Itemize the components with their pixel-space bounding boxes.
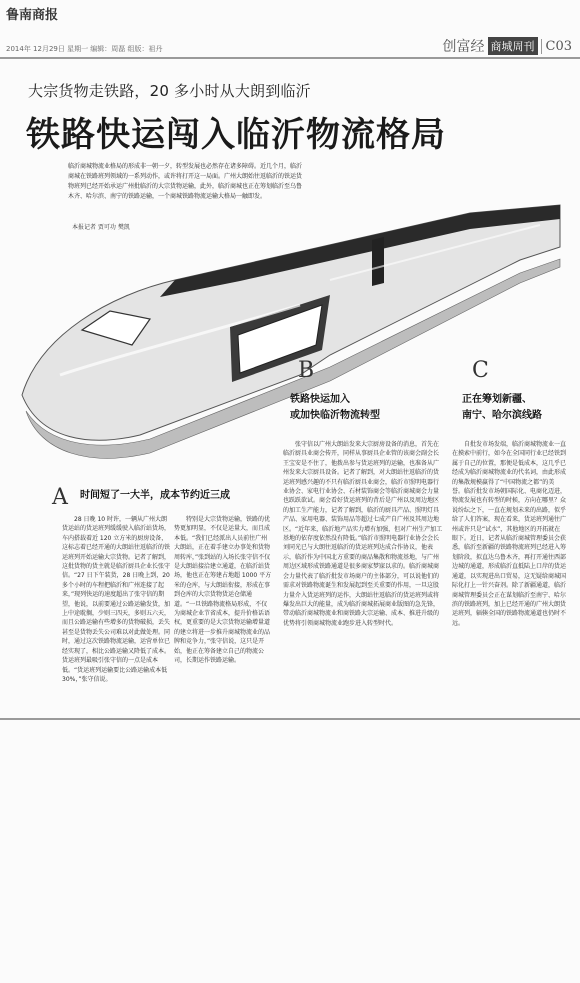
- section-c-title-line1: 正在筹划新疆、: [462, 394, 532, 405]
- section-b-title-line1: 铁路快运加入: [290, 394, 350, 405]
- dateline: 2014年 12月29日 星期一 编辑：周磊 组版：祖丹: [6, 45, 163, 53]
- section-a-title: 时间短了一大半，成本节约近三成: [80, 490, 230, 501]
- brand-section-box: 商城周刊: [488, 37, 538, 55]
- article-lead: 临沂商城物流业格局的形成非一朝一夕，转型发展也必然存在诸多障碍。近几个月，临沂商城在铁路班列领域的一系列动作，或许将打开这一局面。广州大朗始往返临沂的铁运货物班列已经开始承运广州批临沂的大宗货物运输，此外，临沂商城也正在筹划临沂至乌鲁木齐、哈尔滨、南宁的铁路运输，一个商城铁路物流运输大格局一触即发。: [68, 163, 303, 200]
- masthead: 鲁南商报: [6, 8, 59, 23]
- article-headline: 铁路快运闯入临沂物流格局: [26, 115, 446, 155]
- section-c-column: 自批发市场发端，临沂商城物流业一直在摸索中前行，如今在全国同行业已经铁到属于自己的位置，那便是低成本，这几乎已经成为临沂商城物流业的代名词，由此形成的集散规模赢得了“中国物流之都”的美誉。临沂批发市场朝国际化、电商化迈进，物流发展也有转型的时候，方向在哪里？众说纷纭之下，一直在规划未来的出路，似乎给了人们答案，现在看来，货运班列通往广州或许只是“试水”，其他地区的开拓就在眼下。近日，记者从临沂商城管理委员会获悉，临沂至新疆的铁路物流班列已经进入筹划阶段，拟直达乌鲁木齐，再打开通往西部边城的通道，形成临沂直抵陆上口岸的货运通道，以实现进出口贸易，这无疑给商城国际化打上一针兴奋剂。除了新疆通道，临沂商城管理委员会正在谋划临沂至南宁、哈尔滨的铁路班列，加上已经开通的广州大朗货运班列，辐辏全国的铁路物流通道也仍时不远。: [452, 441, 566, 627]
- section-c-letter: C: [472, 358, 489, 383]
- section-a-column-2: 特别是大宗货物运输，铁路的优势更加明显，不仅是运量大，而且成本低。“我们已经派出人员前往广州大朗站，正在着手建立办事处和货物周转库，”张到站的入场长张守信不仅是大朗站接洽建立通道，在临沂站货场，他也正在筹建占地超 1000 平方米的仓库，与大朗站衔接，形成在事到仓库的大宗货物货运仓储通道。“一旦铁路物流格局形成，不仅为商城企业节省成本，提升价格话语权，更重要的是大宗货物运输增量道的建立将进一步推升商城物流业的品牌和竞争力，”张守信说，这只是开始，他正在筹备建立自己的物流公司，长期运作铁路运输。: [174, 516, 272, 665]
- section-b-title-line2: 或加快临沂物流转型: [290, 410, 380, 421]
- section-b-column: 张守信以广州大朗站发来大宗厨房设备的消息，首先在临沂厨具业商会传开，同样从事厨具企业管的该商会副会长王宝安是不住了，他拨出参与货运班列的运输，也准备从广州发来大宗厨具设备。记者了解到，对大朗站往返临沂的货运班列感兴趣的不只有临沂厨具业商会，临沂市照明电器行业协会、家电行业协会、石材装饰商会等临沂商城商会力量也跃跃欲试。商会看好货运班列的背后是广州以及周边地区的加工生产能力，记者了解到，临沂的厨具产品、照明灯具产品、家用电器、装饰用品等超过七成产自广州及其周边地区。“近年来，临沂地产品实力增有加强，但对广州生产加工基地的依存度依然没有降低。”临沂市照明电器行业协会会长刘同光已与大朗往返临沂的货运班列达成合作协议，他表示，临沂作为中国北方重要的商品集散和物流基地，与广州周边区域形成铁路通道是很多商家梦寐以求的。临沂商城商会力量代表了临沂批发市场商户的主体部分，可以说他们的需求对铁路物流诞生和发展起到至关重要的作用，一旦这股力量介入货运班列的运作，大朗站往返临沂的货运班列或将爆发出巨大的能量，成为临沂商城拓展商业版图的急先锋，带动临沂商城物流业和商铁路大宗运输、成本、推进升级的优势将引领商城物流业跑步进入转型时代。: [283, 441, 443, 627]
- section-a-letter: A: [52, 485, 68, 510]
- article-byline: 本报记者 贾可功 樊凯: [72, 224, 130, 231]
- train-door: [372, 237, 384, 286]
- article-subhead: 大宗货物走铁路，20 多小时从大朗到临沂: [28, 82, 311, 100]
- section-brand: [443, 36, 573, 56]
- brand-prefix: 创富经: [442, 39, 485, 55]
- page-number: C03: [541, 39, 573, 54]
- section-b-letter: B: [298, 358, 315, 383]
- section-c-title-line2: 南宁、哈尔滨线路: [462, 410, 542, 421]
- bottom-divider: [0, 718, 580, 720]
- top-divider: [0, 57, 580, 59]
- section-a-column-1: 28 日晚 10 时许，一辆从广州大朗货运站的货运班列缓缓驶入临沂站货场，车内搭载着近 120 立方米的厨房设备，这标志着已经开通的大朗站往返临沂的铁运班列开始运输大宗货物。记者了解到，这批货物的货主就是临沂厨具企业长张守信。“27 日下午装货，28 日晚上到，20 多个小时的车程把临沂和广州连接了起来，”现列快运的速度超出了张守信的期望，他说，以前要通过公路运输发货，加上中途耽搁，少则三四天，多则五六天，而且公路运输有些增多的货物破损，丢失甚至是货物丢失公司难以对此做处理。同时，通过这次铁路物流运输，运营单位已经实现了，相比公路运输又降低了成本。货运班列最吸引张守信的一点是成本低。“货运班列运输要比公路运输成本低 30%，”张守信说。: [62, 516, 170, 683]
